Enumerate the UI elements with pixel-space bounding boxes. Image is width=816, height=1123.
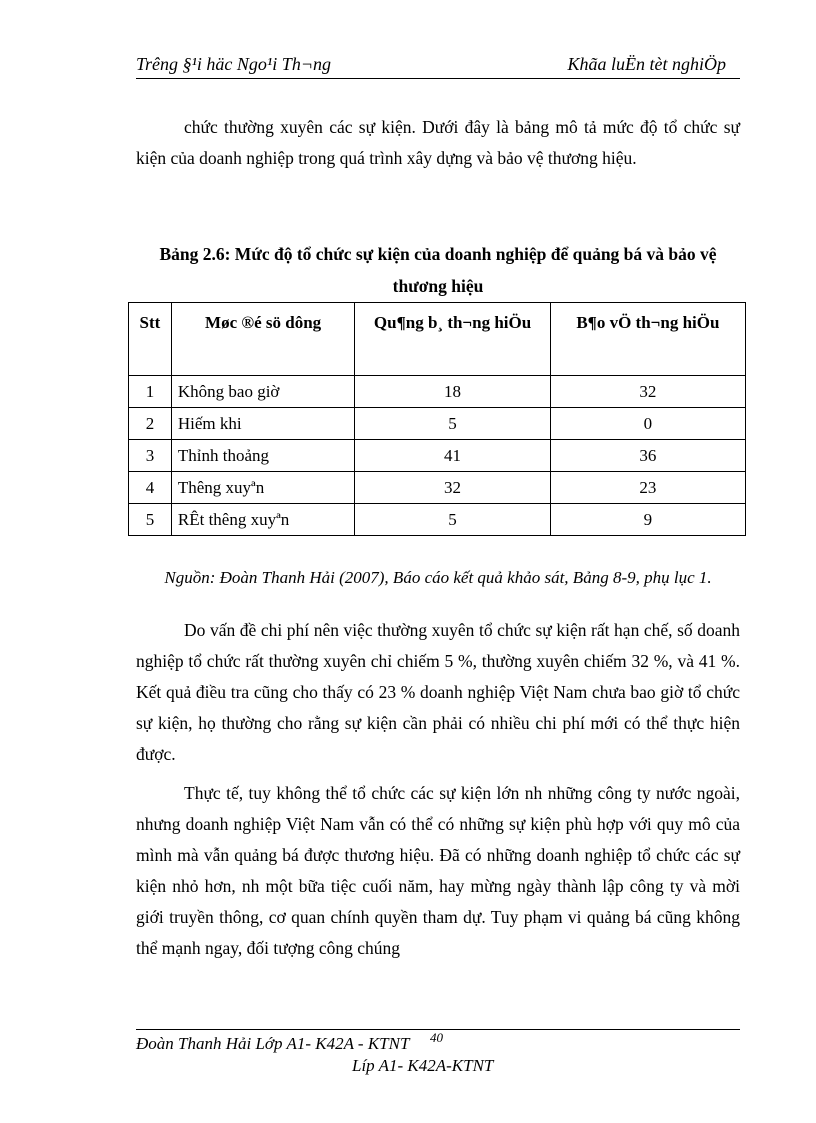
table-cell-promotion: 5 [355,504,550,536]
data-table [128,302,746,536]
body-paragraph-2 [136,615,740,770]
table-row [129,376,746,408]
body-paragraph-2-text: Do vấn đề chi phí nên việc thường xuyên tổ chức sự kiện rất hạn chế, số doanh nghiệp tổ chức rất thường xuyên chỉ chiếm 5 %, thường xuyên chiếm 32 %, và 41 %. Kết quả điều tra cũng cho thấy có 23 % doanh nghiệp Việt Nam chưa bao giờ tổ chức sự kiện, họ thường cho rằng sự kiện cần phải có nhiều chi phí mới có thể thực hiện được. [136,620,740,764]
table-title: Bảng 2.6: Mức độ tổ chức sự kiện của doanh nghiệp để quảng bá và bảo vệ thương hiệu [159,244,717,296]
table-cell-protection: 0 [550,408,745,440]
table-cell-level: Thỉnh thoảng [171,440,354,472]
header-school-name: Trêng §¹i häc Ngo¹i Th¬ng [136,54,331,74]
table-cell-protection: 36 [550,440,745,472]
table-cell-stt: 3 [129,440,172,472]
body-paragraph-3-text: Thực tế, tuy không thể tổ chức các sự kiện lớn nh những công ty nước ngoài, nhưng doanh nghiệp Việt Nam vẫn có thể có những sự kiện phù hợp với quy mô của mình mà vẫn quảng bá được thương hiệu. Đã có những doanh nghiệp tổ chức các sự kiện nhỏ hơn, nh một bữa tiệc cuối năm, hay mừng ngày thành lập công ty và mời giới truyền thông, cơ quan chính quyền tham dự. Tuy phạm vi quảng bá cũng không thể mạnh ngay, đối tượng công chúng [136,783,740,958]
table-row [129,472,746,504]
table-header-level: Møc ®é sö dông [171,303,354,376]
table-header-promotion: Qu¶ng b¸ th¬ng hiÖu [355,303,550,376]
table-row [129,440,746,472]
table-cell-protection: 32 [550,376,745,408]
table-cell-promotion: 41 [355,440,550,472]
table-row [129,504,746,536]
body-paragraph-3 [136,778,740,964]
table-header-protection: B¶o vÖ th¬ng hiÖu [550,303,745,376]
page-header [136,50,740,79]
table-row [129,408,746,440]
footer-author-line: Đoàn Thanh Hải Lớp A1- K42A - KTNT [136,1034,410,1053]
table-cell-protection: 23 [550,472,745,504]
table-cell-stt: 2 [129,408,172,440]
intro-paragraph [136,112,740,174]
table-cell-stt: 4 [129,472,172,504]
table-cell-protection: 9 [550,504,745,536]
table-cell-level: Không bao giờ [171,376,354,408]
table-cell-level: Thêng xuyªn [171,472,354,504]
table-cell-stt: 1 [129,376,172,408]
header-thesis-label: Khãa luËn tèt nghiÖp [567,54,726,74]
table-header-stt: Stt [129,303,172,376]
table-source-note: Nguồn: Đoàn Thanh Hải (2007), Báo cáo kết quả khảo sát, Bảng 8-9, phụ lục 1. [164,568,712,587]
table-header-row [129,303,746,376]
intro-paragraph-text: chức thường xuyên các sự kiện. Dưới đây là bảng mô tả mức độ tổ chức sự kiện của doanh nghiệp trong quá trình xây dựng và bảo vệ thương hiệu. [136,117,740,168]
table-cell-stt: 5 [129,504,172,536]
table-cell-promotion: 18 [355,376,550,408]
footer-class-line: Líp A1- K42A-KTNT [352,1056,494,1075]
table-cell-level: Hiếm khi [171,408,354,440]
table-cell-level: RÊt thêng xuyªn [171,504,354,536]
table-cell-promotion: 32 [355,472,550,504]
table-cell-promotion: 5 [355,408,550,440]
page-number: 40 [430,1030,443,1045]
